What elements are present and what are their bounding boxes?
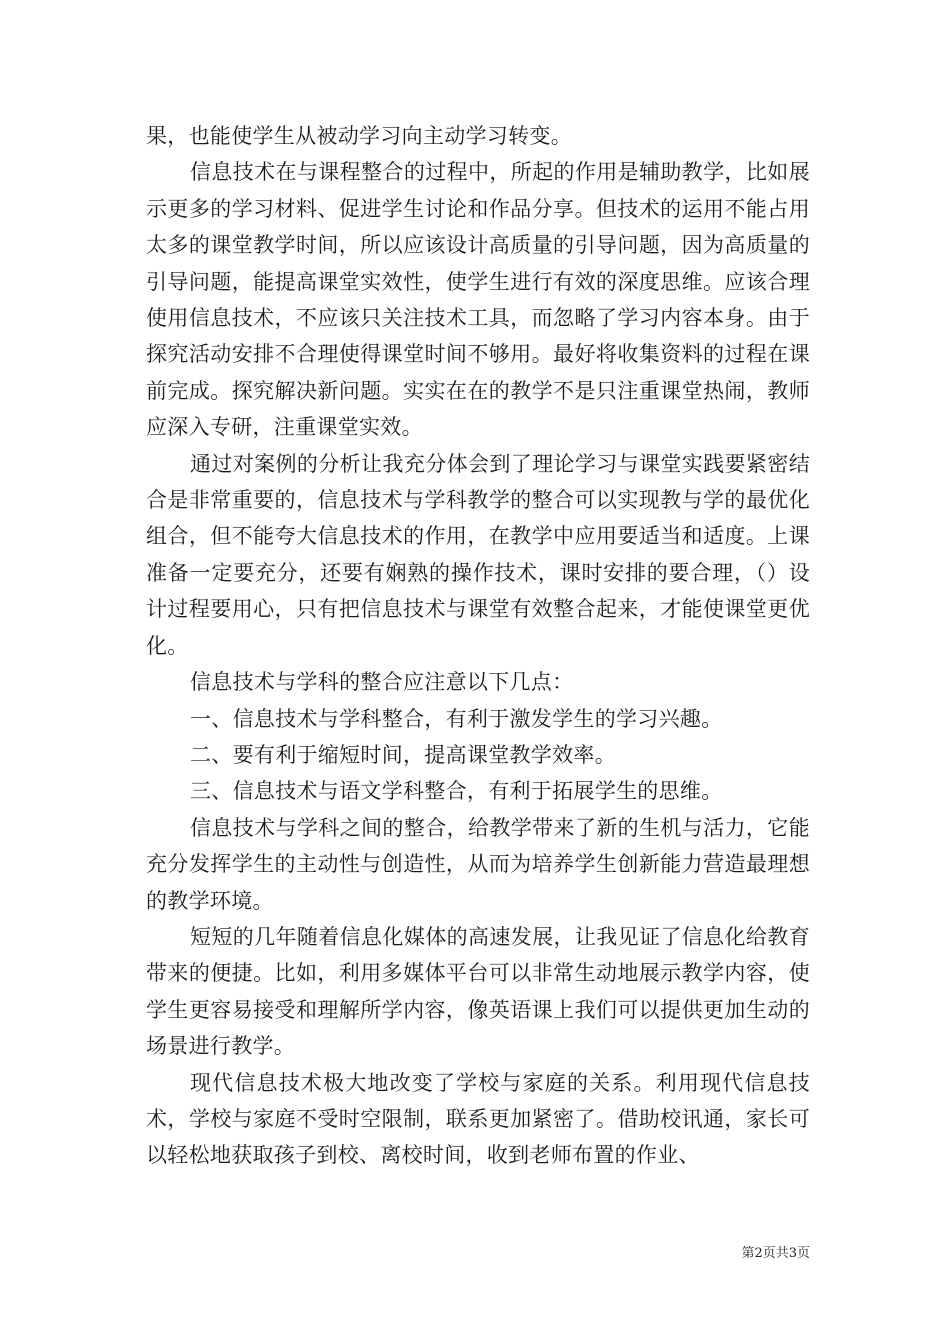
paragraph-continuation: 果，也能使学生从被动学习向主动学习转变。 (146, 124, 572, 148)
page-number: 第2页共3页 (741, 1246, 810, 1261)
paragraph-case-analysis: 通过对案例的分析让我充分体会到了理论学习与课堂实践要紧密结合是非常重要的，信息技术与学科教学的整合可以实现教与学的最优化组合，但不能夸大信息技术的作用，在教学中应用要适当和适度。上课准备一定要充分，还要有娴熟的操作技术，课时安排的要合理，（）设计过程要用心，只有把信息技术与课堂有效整合起来，才能使课堂更优化。 (146, 451, 810, 658)
paragraph-integration-role: 信息技术在与课程整合的过程中，所起的作用是辅助教学，比如展示更多的学习材料、促进学生讨论和作品分享。但技术的运用不能占用太多的课堂教学时间，所以应该设计高质量的引导问题，因为高质量的引导问题，能提高课堂实效性，使学生进行有效的深度思维。应该合理使用信息技术，不应该只关注技术工具，而忽略了学习内容本身。由于探究活动安排不合理使得课堂时间不够用。最好将收集资料的过程在课前完成。探究解决新问题。实实在在的教学不是只注重课堂热闹，教师应深入专研，注重课堂实效。 (146, 160, 810, 440)
paragraph-home-school: 现代信息技术极大地改变了学校与家庭的关系。利用现代信息技术，学校与家庭不受时空限制，联系更加紧密了。借助校讯通，家长可以轻松地获取孩子到校、离校时间，收到老师布置的作业、 (146, 1070, 810, 1168)
paragraph-new-vitality: 信息技术与学科之间的整合，给教学带来了新的生机与活力，它能充分发挥学生的主动性与创造性，从而为培养学生创新能力营造最理想的教学环境。 (146, 815, 810, 913)
paragraph-multimedia: 短短的几年随着信息化媒体的高速发展，让我见证了信息化给教育带来的便捷。比如，利用多媒体平台可以非常生动地展示教学内容，使学生更容易接受和理解所学内容，像英语课上我们可以提供更加生动的场景进行教学。 (146, 924, 810, 1059)
list-item-point-1: 一、信息技术与学科整合，有利于激发学生的学习兴趣。 (190, 706, 723, 731)
list-item-point-2: 二、要有利于缩短时间，提高课堂教学效率。 (190, 742, 616, 767)
paragraph-points-intro: 信息技术与学科的整合应注意以下几点： (190, 670, 574, 695)
document-body (146, 118, 810, 1174)
list-item-point-3: 三、信息技术与语文学科整合，有利于拓展学生的思维。 (190, 779, 723, 804)
